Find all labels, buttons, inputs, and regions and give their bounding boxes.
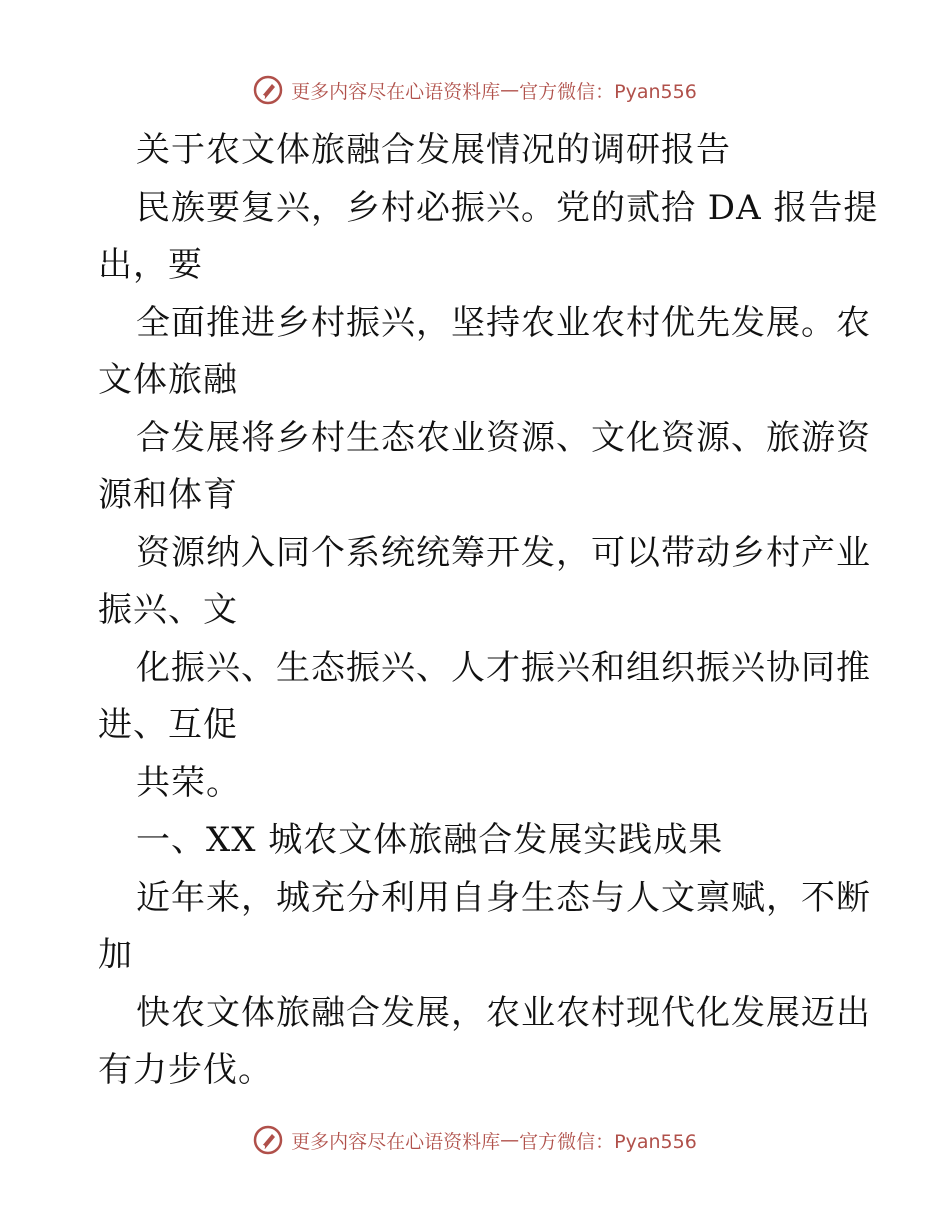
document-body xyxy=(98,122,879,1100)
paragraph-line: 资源纳入同个系统统筹开发，可以带动乡村产业 xyxy=(136,532,871,573)
paragraph-line: 合发展将乡村生态农业资源、文化资源、旅游资 xyxy=(136,417,871,458)
watermark-text: 更多内容尽在心语资料库 xyxy=(291,80,501,103)
paragraph-line: 近年来，城充分利用自身生态与人文禀赋，不断 xyxy=(136,877,871,918)
watermark-suffix: 官方微信：Pyan556 xyxy=(519,80,697,103)
watermark-separator: — xyxy=(500,1129,520,1151)
watermark-suffix: 官方微信：Pyan556 xyxy=(519,1130,697,1153)
watermark-text: 更多内容尽在心语资料库 xyxy=(291,1130,501,1153)
paragraph-line: 出，要 xyxy=(98,245,203,285)
section-heading: 一、XX 城农文体旅融合发展实践成果 xyxy=(136,820,724,860)
paragraph-line: 源和体育 xyxy=(98,475,238,515)
paragraph-line: 民族要复兴，乡村必振兴。党的贰拾 DA 报告提 xyxy=(136,187,879,228)
pen-logo-icon xyxy=(253,1125,283,1155)
paragraph-line: 化振兴、生态振兴、人才振兴和组织振兴协同推 xyxy=(136,647,871,688)
pen-logo-icon xyxy=(253,75,283,105)
paragraph-line: 共荣。 xyxy=(136,762,241,803)
paragraph-line: 快农文体旅融合发展，农业农村现代化发展迈出 xyxy=(136,992,871,1033)
paragraph-line: 进、互促 xyxy=(98,705,238,745)
header-watermark xyxy=(0,70,950,110)
paragraph-line: 振兴、文 xyxy=(98,590,238,630)
watermark-separator: — xyxy=(500,79,520,101)
paragraph-line: 加 xyxy=(98,935,133,975)
paragraph-line: 有力步伐。 xyxy=(98,1050,273,1090)
document-title: 关于农文体旅融合发展情况的调研报告 xyxy=(136,130,731,170)
paragraph-line: 文体旅融 xyxy=(98,360,238,400)
paragraph-line: 全面推进乡村振兴，坚持农业农村优先发展。农 xyxy=(136,302,871,343)
footer-watermark xyxy=(0,1120,950,1160)
